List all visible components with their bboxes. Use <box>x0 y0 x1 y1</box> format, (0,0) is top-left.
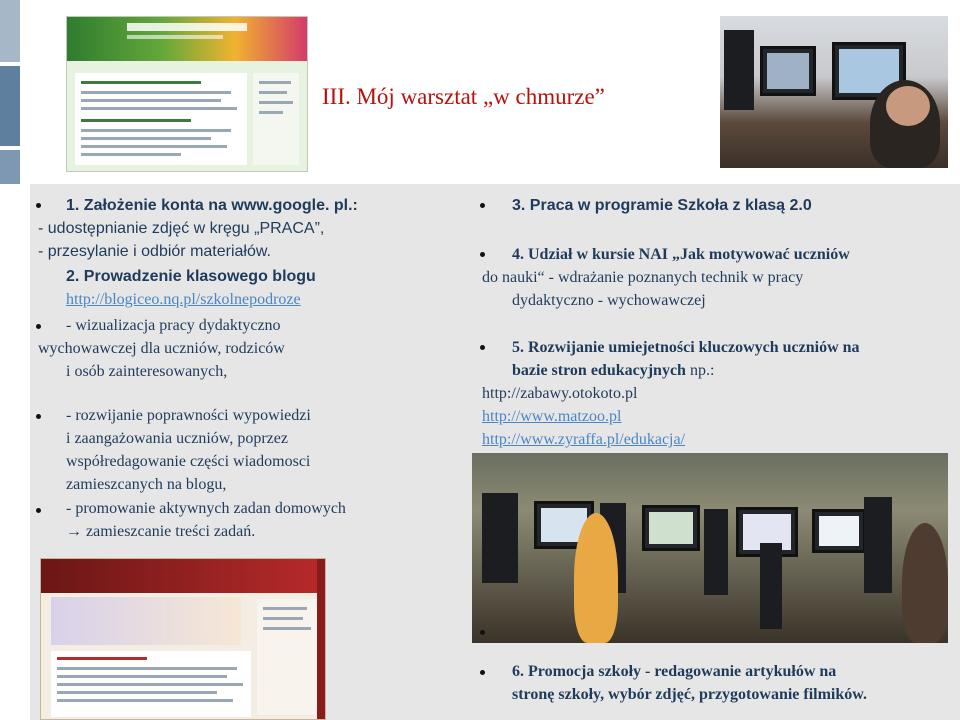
right-item-4b: do nauki“ - wdrażanie poznanych technik w pracy <box>482 269 804 286</box>
slide-title: III. Mój warsztat „w chmurze” <box>322 84 605 109</box>
left-item-4c: współredagowanie części wiadomosci <box>66 453 311 470</box>
left-item-1a: - udostępnianie zdjęć w kręgu „PRACA”, <box>38 220 325 237</box>
left-item-5b: → zamieszcanie treści zadań. <box>66 523 256 540</box>
right-item-4a-text: 4. Udział w kursie NAI „Jak motywować uczniów <box>512 246 850 263</box>
left-item-1: 1. Założenie konta na www.google. pl.: <box>66 197 358 214</box>
bullet <box>480 670 485 675</box>
classroom-photo-top <box>720 16 948 168</box>
bullet <box>36 324 41 329</box>
bullet <box>480 252 485 257</box>
right-item-4a <box>512 243 850 266</box>
right-item-6b: stronę szkoły, wybór zdjęć, przygotowanie filmików. <box>512 686 867 703</box>
blog-screenshot-top <box>66 16 308 172</box>
left-item-3b: wychowawczej dla uczniów, rodziców <box>38 340 285 357</box>
left-item-1b: - przesylanie i odbiór materiałów. <box>38 243 271 260</box>
right-item-5b-np: np.: <box>685 362 715 379</box>
right-item-3: 3. Praca w programie Szkoła z klasą 2.0 <box>512 197 812 214</box>
left-item-4a: - rozwijanie poprawności wypowiedzi <box>66 407 311 424</box>
blog-screenshot-bottom <box>40 558 326 720</box>
bullet <box>36 203 41 208</box>
left-item-3c: i osób zainteresowanych, <box>66 363 228 380</box>
left-item-5a: - promowanie aktywnych zadan domowych <box>66 500 346 517</box>
left-item-4b: i zaangażowania uczniów, poprzez <box>66 430 288 447</box>
decor-bar <box>0 150 20 184</box>
bullet <box>480 630 485 635</box>
right-item-5a: 5. Rozwijanie umiejetności kluczowych uczniów na <box>512 339 860 356</box>
right-item-5b <box>512 359 714 382</box>
bullet <box>480 203 485 208</box>
left-item-3a: - wizualizacja pracy dydaktyczno <box>66 317 281 334</box>
decor-bar <box>0 66 20 146</box>
url-zabawy: http://zabawy.otokoto.pl <box>482 385 638 402</box>
bullet <box>36 414 41 419</box>
bullet <box>36 508 41 513</box>
decor-bar <box>0 0 20 62</box>
right-item-4c: dydaktyczno - wychowawczej <box>512 292 706 309</box>
right-item-6a: 6. Promocja szkoły - redagowanie artykułów na <box>512 663 837 680</box>
bullet <box>480 345 485 350</box>
url-matzoo[interactable]: http://www.matzoo.pl <box>482 408 622 425</box>
left-item-2: 2. Prowadzenie klasowego blogu <box>66 268 316 285</box>
classroom-photo-bottom <box>472 453 948 643</box>
blog-link[interactable]: http://blogiceo.nq.pl/szkolnepodroze <box>66 291 301 308</box>
left-item-4d: zamieszcanych na blogu, <box>66 476 227 493</box>
right-item-5b-text: bazie stron edukacyjnych <box>512 362 686 379</box>
url-zyraffa[interactable]: http://www.zyraffa.pl/edukacja/ <box>482 431 686 448</box>
